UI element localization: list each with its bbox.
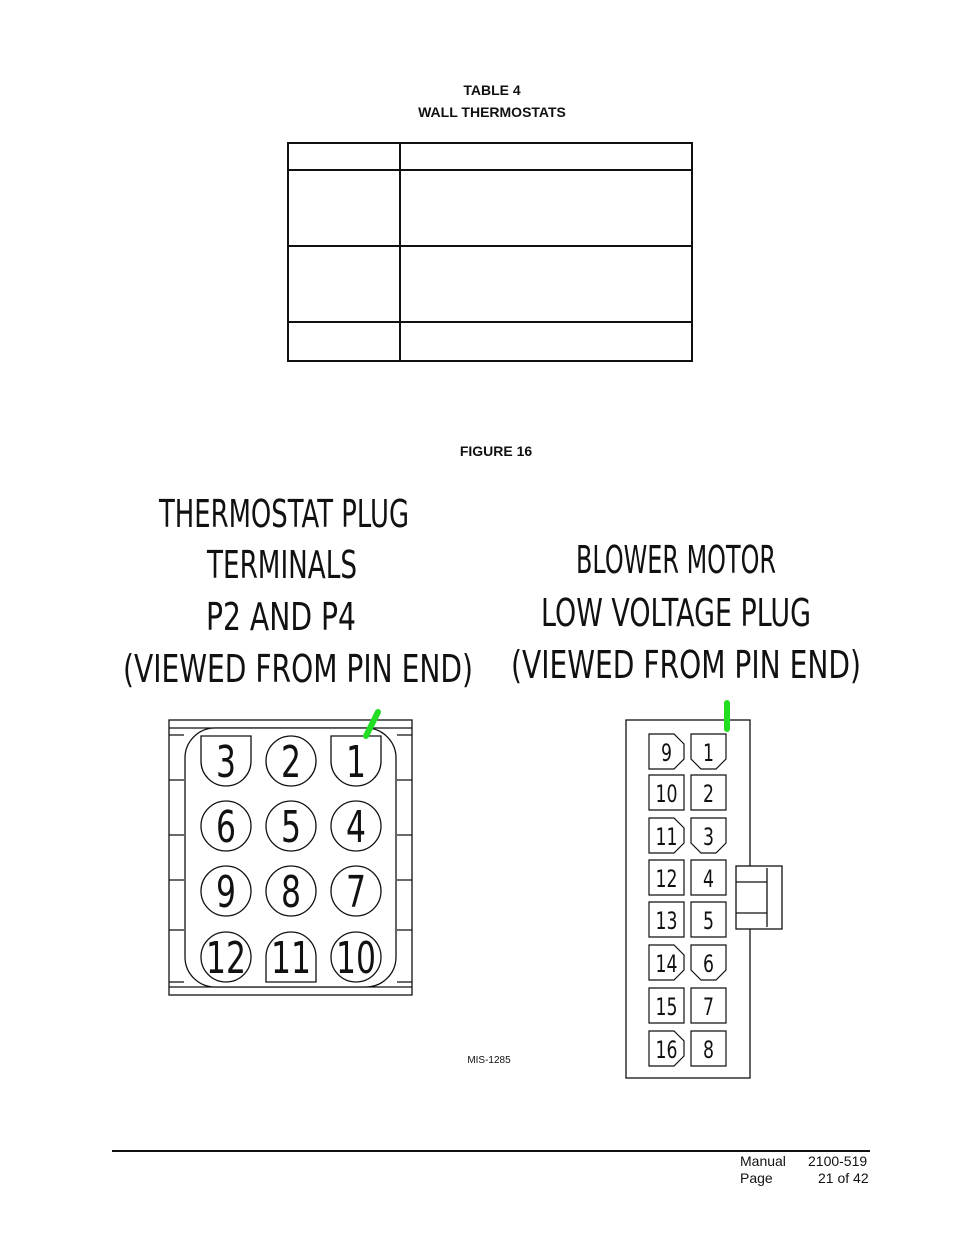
footer-page-label: Page <box>740 1170 773 1186</box>
blower-pin-label: 12 <box>655 865 678 893</box>
thermostat-pin-label: 8 <box>281 867 301 918</box>
left-title-line-3: P2 AND P4 <box>206 595 356 639</box>
blower-pin <box>649 902 684 937</box>
blower-pin-label: 9 <box>661 739 672 767</box>
thermostat-pin <box>331 932 381 984</box>
blower-pin <box>649 988 684 1023</box>
blower-pin <box>649 775 684 810</box>
blower-pin <box>649 818 684 853</box>
blower-pin-label: 8 <box>703 1036 714 1064</box>
footer-page-value: 21 of 42 <box>818 1170 869 1186</box>
thermostat-pin <box>201 932 251 984</box>
blower-pin-label: 11 <box>655 823 678 851</box>
thermostat-plug-left-tabs <box>169 735 184 982</box>
drawing-id: MIS-1285 <box>467 1055 511 1066</box>
figure-caption: FIGURE 16 <box>459 443 533 459</box>
thermostat-pin-label: 12 <box>206 933 246 984</box>
thermostat-pin <box>266 932 316 984</box>
right-title-line-2: LOW VOLTAGE PLUG <box>541 591 811 635</box>
blower-pin <box>649 945 684 980</box>
table-subtitle: WALL THERMOSTATS <box>418 104 566 120</box>
footer-manual-value: 2100-519 <box>808 1153 868 1169</box>
blower-pin-label: 5 <box>703 907 714 935</box>
blower-pin-label: 2 <box>703 780 714 808</box>
left-title-line-4: (VIEWED FROM PIN END) <box>123 647 473 691</box>
blower-pin <box>649 860 684 895</box>
right-title-line-1: BLOWER MOTOR <box>576 538 776 582</box>
blower-pin-label: 13 <box>655 907 678 935</box>
blower-pin-label: 14 <box>655 950 678 978</box>
blower-plug-outer <box>626 720 750 1078</box>
blower-pin <box>691 775 726 810</box>
blower-pin <box>691 945 726 980</box>
blower-pin-label: 6 <box>703 950 714 978</box>
blower-pin-label: 3 <box>703 823 714 851</box>
blower-pin <box>691 818 726 853</box>
blower-plug-latch <box>736 866 782 929</box>
blower-pin <box>649 734 684 769</box>
footer-manual-label: Manual <box>740 1153 786 1169</box>
blower-pin <box>691 988 726 1023</box>
blower-pin <box>691 902 726 937</box>
thermostat-pin-label: 6 <box>216 802 236 853</box>
blower-pin <box>691 734 726 769</box>
thermostat-pin-label: 9 <box>216 867 236 918</box>
thermostat-pin-label: 5 <box>281 802 301 853</box>
blower-pin-label: 1 <box>703 739 714 767</box>
table-title: TABLE 4 <box>463 82 521 98</box>
thermostat-pin-label: 2 <box>281 737 301 788</box>
figure-titles <box>123 492 861 691</box>
blower-pin-label: 16 <box>655 1036 678 1064</box>
blower-pins <box>649 734 726 1066</box>
blower-pin <box>691 1031 726 1066</box>
footer-rule <box>112 1150 870 1152</box>
blower-plug <box>626 720 782 1078</box>
blower-pin-label: 7 <box>703 993 714 1021</box>
left-title-line-2: TERMINALS <box>206 543 357 587</box>
thermostat-pin-label: 3 <box>216 737 236 788</box>
blower-pin-label: 10 <box>655 780 678 808</box>
right-title-line-3: (VIEWED FROM PIN END) <box>511 643 861 687</box>
blower-pin <box>691 860 726 895</box>
thermostat-pin-label: 1 <box>346 737 366 788</box>
thermostat-pin-label: 4 <box>346 802 366 853</box>
blower-pin-label: 15 <box>655 993 678 1021</box>
blower-pin-label: 4 <box>703 865 714 893</box>
thermostat-pin-label: 11 <box>271 933 311 984</box>
thermostat-pin-label: 10 <box>336 933 376 984</box>
thermostat-plug-right-tabs <box>397 735 412 982</box>
thermostat-pin-label: 7 <box>346 867 366 918</box>
left-title-line-1: THERMOSTAT PLUG <box>158 492 409 536</box>
blower-pin <box>649 1031 684 1066</box>
